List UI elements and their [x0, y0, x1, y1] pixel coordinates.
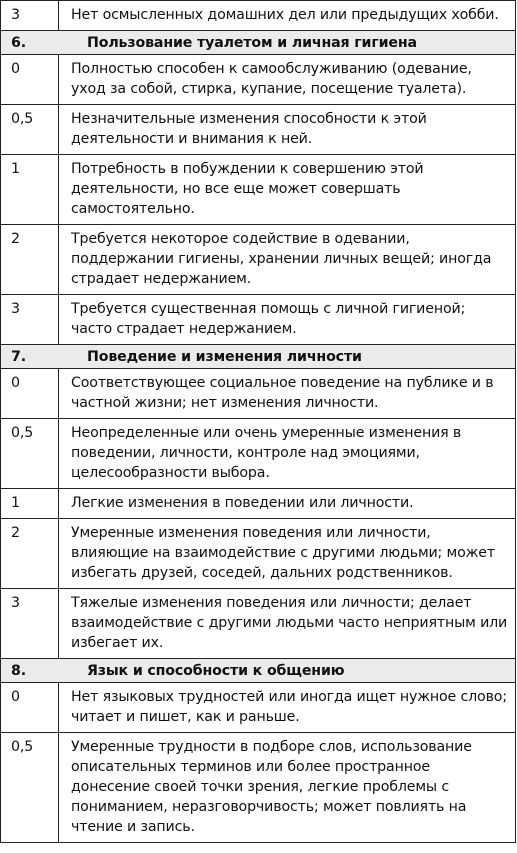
section-number: 8. [11, 663, 26, 679]
table-row [1, 55, 516, 105]
score-code: 0 [1, 55, 59, 105]
score-code: 2 [1, 225, 59, 295]
score-description: Полностью способен к самообслуживанию (одевание, уход за собой, стирка, купание, посещение туалета). [59, 55, 516, 105]
table-row [1, 489, 516, 519]
section-number: 6. [11, 35, 26, 51]
score-code: 0 [1, 369, 59, 419]
section-header [1, 31, 516, 55]
score-code: 1 [1, 489, 59, 519]
section-header [1, 659, 516, 683]
score-description: Нет осмысленных домашних дел или предыдущих хобби. [59, 1, 516, 31]
score-code: 3 [1, 295, 59, 345]
table-row [1, 155, 516, 225]
table-row [1, 369, 516, 419]
score-code: 0,5 [1, 419, 59, 489]
score-description: Требуется существенная помощь с личной гигиеной; часто страдает недержанием. [59, 295, 516, 345]
table-row [1, 419, 516, 489]
score-code: 1 [1, 155, 59, 225]
section-title: Пользование туалетом и личная гигиена [87, 35, 417, 51]
table-row [1, 105, 516, 155]
section-header [1, 345, 516, 369]
score-description: Неопределенные или очень умеренные изменения в поведении, личности, контроле над эмоциями, целесообразности выбора. [59, 419, 516, 489]
score-code: 2 [1, 519, 59, 589]
score-description: Умеренные изменения поведения или личности, влияющие на взаимодействие с другими людьми; может избегать друзей, соседей, дальних родственников. [59, 519, 516, 589]
section-title: Поведение и изменения личности [87, 349, 362, 365]
table-row [1, 589, 516, 659]
table-row [1, 295, 516, 345]
score-code: 0,5 [1, 105, 59, 155]
table-row [1, 225, 516, 295]
score-description: Незначительные изменения способности к этой деятельности и внимания к ней. [59, 105, 516, 155]
score-code: 3 [1, 1, 59, 31]
table-row [1, 683, 516, 733]
score-code: 0 [1, 683, 59, 733]
score-code: 0,5 [1, 733, 59, 843]
table-row [1, 733, 516, 843]
score-description: Тяжелые изменения поведения или личности; делает взаимодействие с другими людьми часто неприятным или избегает их. [59, 589, 516, 659]
table-row [1, 1, 516, 31]
score-description: Соответствующее социальное поведение на публике и в частной жизни; нет изменения личности. [59, 369, 516, 419]
section-number: 7. [11, 349, 26, 365]
score-code: 3 [1, 589, 59, 659]
score-description: Потребность в побуждении к совершению этой деятельности, но все еще может совершать самостоятельно. [59, 155, 516, 225]
score-description: Требуется некоторое содействие в одевании, поддержании гигиены, хранении личных вещей; иногда страдает недержанием. [59, 225, 516, 295]
table-row [1, 519, 516, 589]
section-title: Язык и способности к общению [87, 663, 345, 679]
score-description: Нет языковых трудностей или иногда ищет нужное слово; читает и пишет, как и раньше. [59, 683, 516, 733]
score-description: Легкие изменения в поведении или личности. [59, 489, 516, 519]
score-description: Умеренные трудности в подборе слов, использование описательных терминов или более пространное донесение своей точки зрения, легкие проблемы с пониманием, неразговорчивость; может повлиять на чтение и запись. [59, 733, 516, 843]
